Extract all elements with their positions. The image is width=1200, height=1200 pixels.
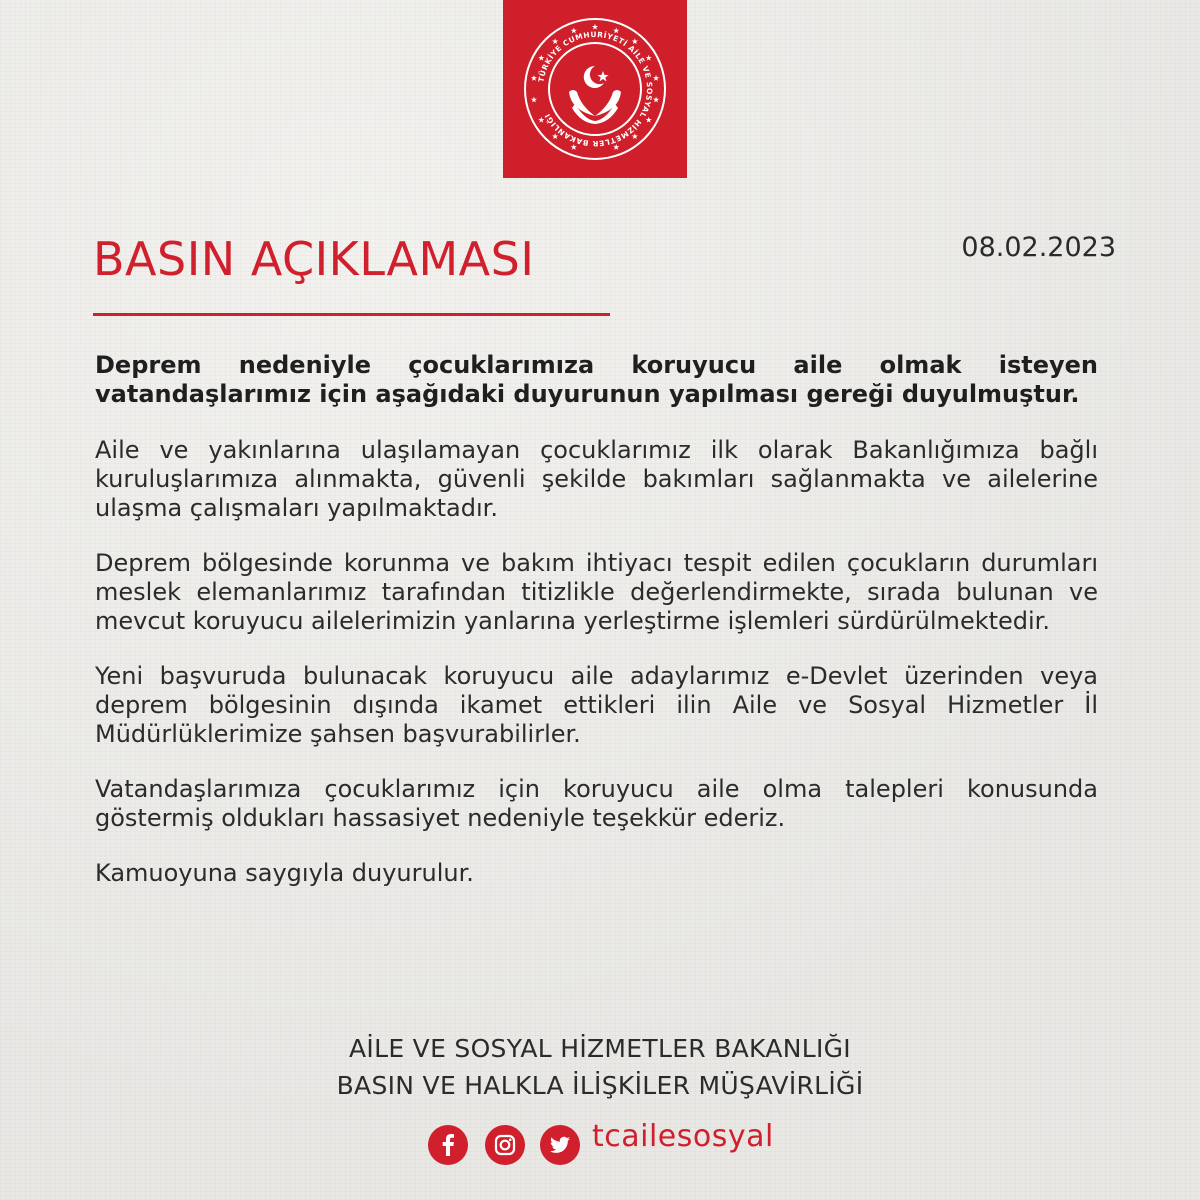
emblem-star bbox=[653, 97, 659, 103]
emblem-star bbox=[552, 38, 558, 44]
svg-text:TÜRKİYE CUMHURİYETİ AİLE VE SO bbox=[536, 30, 654, 148]
signature-ministry: AİLE VE SOSYAL HİZMETLER BAKANLIĞI bbox=[349, 1034, 851, 1063]
facebook-icon[interactable] bbox=[428, 1125, 468, 1165]
signature-department: BASIN VE HALKLA İLİŞKİLER MÜŞAVİRLİĞİ bbox=[336, 1071, 864, 1100]
signature-block bbox=[0, 1030, 1200, 1104]
emblem-star bbox=[538, 55, 544, 61]
ministry-logo bbox=[503, 0, 687, 178]
body-paragraph-2: Deprem bölgesinde korunma ve bakım ihtiyacı tespit edilen çocukların durumları meslek elemanlarımız tarafından titizlikle değerlendirmekte, sırada bulunan ve mevcut koruyucu ailelerimizin yanlarına yerleştirme işlemleri sürdürülmektedir. bbox=[95, 549, 1098, 635]
logo-ring-text: TÜRKİYE CUMHURİYETİ AİLE VE SOSYAL HİZMETLER BAKANLIĞI bbox=[536, 29, 655, 149]
emblem-star bbox=[592, 24, 598, 30]
instagram-icon[interactable] bbox=[485, 1125, 525, 1165]
emblem-star bbox=[531, 97, 537, 103]
press-release-date: 08.02.2023 bbox=[961, 232, 1116, 263]
lead-paragraph: Deprem nedeniyle çocuklarımıza koruyucu aile olmak isteyen vatandaşlarımız için aşağıdaki duyurunun yapılması gereği duyulmuştur. bbox=[95, 351, 1098, 408]
emblem-star bbox=[653, 75, 659, 81]
body-paragraph-4: Vatandaşlarımıza çocuklarımız için koruyucu aile olma talepleri konusunda göstermiş oldukları hassasiyet nedeniyle teşekkür ederiz. bbox=[95, 775, 1098, 832]
emblem-star bbox=[571, 144, 577, 150]
body-paragraph-1: Aile ve yakınlarına ulaşılamayan çocuklarımız ilk olarak Bakanlığımıza bağlı kuruluşlarımıza alınmakta, güvenli şekilde bakımları sağlanmakta ve ailelerine ulaşma çalışmaları yapılmaktadır. bbox=[95, 436, 1098, 522]
emblem-star bbox=[632, 38, 638, 44]
body-paragraph-3: Yeni başvuruda bulunacak koruyucu aile adaylarımız e-Devlet üzerinden veya deprem bölgesinin dışında ikamet ettikleri ilin Aile ve Sosyal Hizmetler İl Müdürlüklerimize şahsen başvurabilirler. bbox=[95, 662, 1098, 748]
closing-paragraph: Kamuoyuna saygıyla duyurulur. bbox=[95, 859, 474, 887]
emblem-star bbox=[613, 28, 619, 34]
emblem-star bbox=[613, 144, 619, 150]
emblem-star bbox=[646, 55, 652, 61]
emblem-star bbox=[571, 28, 577, 34]
social-handle[interactable]: tcailesosyal bbox=[592, 1119, 774, 1154]
ministry-emblem bbox=[503, 0, 687, 178]
press-release-body bbox=[95, 351, 1098, 914]
twitter-icon[interactable] bbox=[540, 1125, 580, 1165]
page-title: BASIN AÇIKLAMASI bbox=[93, 232, 535, 286]
emblem-star bbox=[531, 75, 537, 81]
title-underline bbox=[93, 313, 610, 316]
